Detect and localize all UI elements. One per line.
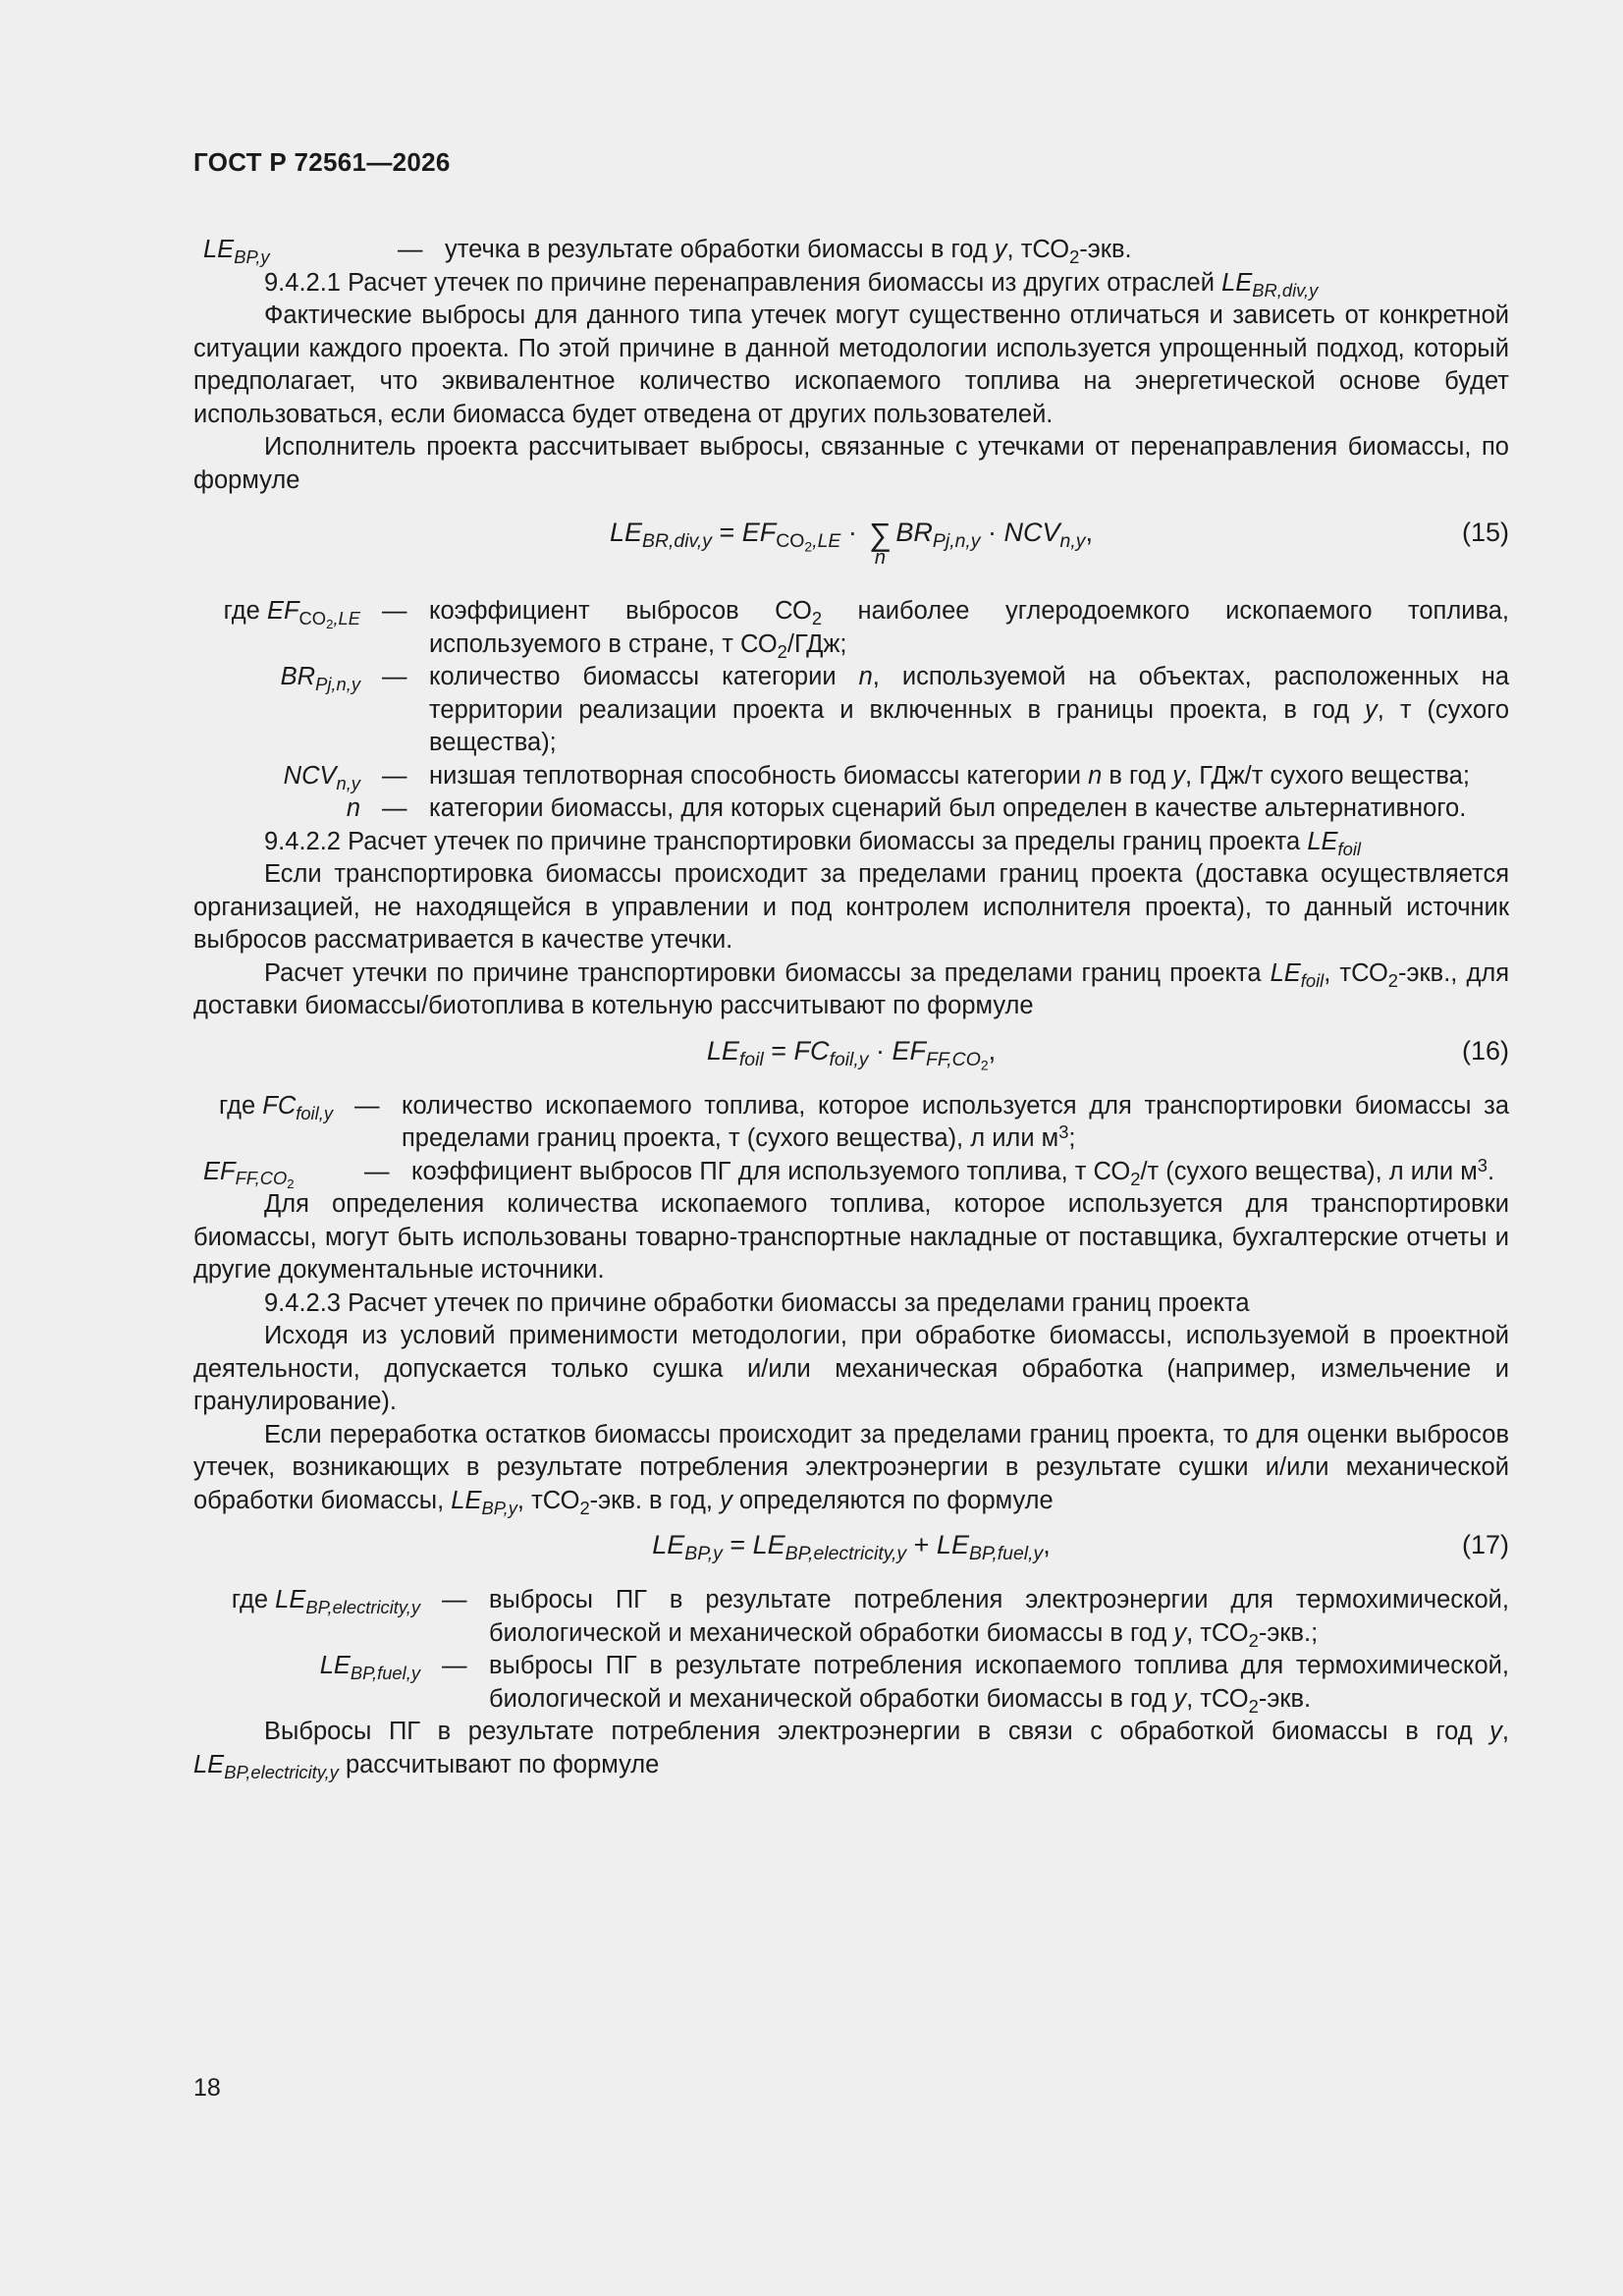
paragraph: Выбросы ПГ в результате потребления электроэнергии в связи с обработкой биомассы в год y, $LE_{BP,electricity,y}$ рассчитывают по формуле xyxy=(193,1718,1509,1782)
definition-br-pj: $BR_{Pj,n,y}$ — количество биомассы категории n, используемой на объектах, расположенных на территории реализации проекта и включенных в границы проекта, в год y, т (сухого вещества); xyxy=(280,663,1510,756)
definition-le-bp: $LE_{BP,y}$ — утечка в результате обработки биомассы в год y, тСО$_2$-экв. xyxy=(193,234,1509,267)
section-heading-9-4-2-3: 9.4.2.3 Расчет утечек по причине обработки биомассы за пределами границ проекта xyxy=(264,1288,1250,1317)
section-heading-9-4-2-2: 9.4.2.2 Расчет утечек по причине транспортировки биомассы за пределы границ проекта $LE_{foil}$ xyxy=(264,827,1361,859)
formula-expression: $LE_{BR,div,y} = EF_{CO_2,LE}$ · ∑ n $BR_{Pj,n,y} \cdot NCV_{n,y}$, xyxy=(610,516,1093,569)
paragraph: Расчет утечки по причине транспортировки биомассы за пределами границ проекта $LE_{foil}$, тСО$_2$-экв., для доставки биомассы/биотоплива в котельную рассчитывают по формуле xyxy=(193,958,1510,1019)
document-header: ГОСТ Р 72561—2026 xyxy=(193,147,451,177)
definition-text: утечка в результате обработки биомассы в год y, тСО$_2$-экв. xyxy=(445,236,1132,267)
formula-17 xyxy=(193,1529,1509,1572)
definition-ef-co2-le: где $EF_{CO_2,LE}$ — коэффициент выбросов $СО_2$ наиболее углеродоемкого ископаемого топлива, используемого в стране, т $СО_2$/ГДж; xyxy=(223,597,1509,662)
paragraph: Если переработка остатков биомассы происходит за пределами границ проекта, то для оценки выбросов утечек, возникающих в результате потребления электроэнергии в результате сушки и/или механической обработки биомассы, $LE_{BP,y}$, тСО$_2$-экв. в год, y определяются по формуле xyxy=(193,1420,1509,1518)
formula-number: (16) xyxy=(1461,1035,1509,1066)
definition-le-bp-electricity: где $LE_{BP,electricity,y}$ — выбросы ПГ в результате потребления электроэнергии для термохимической, биологической и механической обработки биомассы в год y, тСО$_2$-экв.; xyxy=(231,1586,1509,1651)
formula-15 xyxy=(193,511,1509,574)
paragraph: Фактические выбросы для данного типа утечек могут существенно отличаться и зависеть от конкретной ситуации каждого проекта. По этой причине в данной методологии используется упрощенный подход, который предполагает, что эквивалентное количество ископаемого топлива на энергетической основе будет использоваться, если биомасса будет отведена от других пользователей. xyxy=(193,301,1509,428)
formula-expression: $LE_{foil} = FC_{foil,y} \cdot EF_{FF,CO_2}$, xyxy=(706,1035,997,1073)
definition-n: n — категории биомассы, для которых сценарий был определен в качестве альтернативного. xyxy=(346,794,1467,822)
paragraph: Для определения количества ископаемого топлива, которое используется для транспортировки биомассы, могут быть использованы товарно-транспортные накладные от поставщика, бухгалтерские отчеты и другие документальные источники. xyxy=(193,1190,1509,1284)
sum-symbol: ∑ n xyxy=(868,516,892,569)
formula-16 xyxy=(193,1035,1509,1078)
definition-ncv: $NCV_{n,y}$ — низшая теплотворная способность биомассы категории n в год y, ГДж/т сухого вещества; xyxy=(283,761,1470,793)
page-content xyxy=(193,234,1509,1781)
page-number: 18 xyxy=(193,2074,221,2102)
formula-number: (15) xyxy=(1461,518,1509,547)
formula-expression: $LE_{BP,y} = LE_{BP,electricity,y} + LE_{BP,fuel,y}$, xyxy=(652,1530,1051,1565)
formula-number: (17) xyxy=(1461,1530,1509,1559)
definition-ef-ff: $EF_{FF,CO_2}$ — коэффициент выбросов ПГ для используемого топлива, т $СО_2/т$ (сухого вещества), л или $м^3$. xyxy=(203,1154,1495,1192)
paragraph: Если транспортировка биомассы происходит за пределами границ проекта (доставка осуществляется организацией, не находящейся в управлении и под контролем исполнителя проекта), то данный источник выбросов рассматривается в качестве утечки. xyxy=(193,860,1509,954)
section-heading-9-4-2-1: 9.4.2.1 Расчет утечек по причине перенаправления биомассы из других отраслей $LE_{BR,div,y}$ xyxy=(264,268,1319,301)
definition-le-bp-fuel: $LE_{BP,fuel,y}$ — выбросы ПГ в результате потребления ископаемого топлива для термохимической, биологической и механической обработки биомассы в год y, тСО$_2$-экв. xyxy=(319,1652,1509,1717)
definition-fc-foil: где $FC_{foil,y}$ — количество ископаемого топлива, которое используется для транспортировки биомассы за пределами границ проекта, т (сухого вещества), л или $м^3$; xyxy=(218,1091,1509,1152)
paragraph: Исполнитель проекта рассчитывает выбросы, связанные с утечками от перенаправления биомассы, по формуле xyxy=(193,433,1509,494)
paragraph: Исходя из условий применимости методологии, при обработке биомассы, используемой в проектной деятельности, допускается только сушка и/или механическая обработка (например, измельчение и гранулирование). xyxy=(193,1322,1509,1415)
